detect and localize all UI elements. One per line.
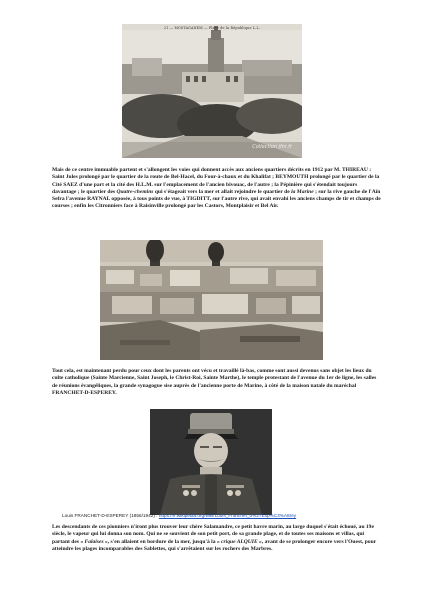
paragraph-quartiers-text-c: ; sur la rive gauche de l'Aïn Sefra l'avenue RAYNAL opposée, à tous points de vue, à TIGDITT, sur l'autre rive, qui avait envahi les anciens champs de tir et champs de courses ; enfin les Citronniers face à Raisinville prolongé par les Castors, Montplaisir et Bel Air. [52,188,381,210]
postcard-photo [122,24,302,158]
portrait-image [150,409,272,515]
paragraph-lieux-culte: Tout cela, est maintenant perdu pour ceux dont les parents ont vécu et travaillé là-bas, comme sont aussi devenus sans objet les lieux du culte catholique (Sainte Marcienne, Saint Joseph, le Christ-Roi, Sainte Marthe), le temple protestant de l'avenue du 1er de ligne, les salles de réunions évangéliques, la grande synagogue sise auprès de l'ancienne porte de Marine, à côté de la maison natale du maréchal FRANCHET-D-ESPEREY. [52,368,377,396]
paragraph-salamandre-text-a: Les descendants de ces pionniers n'iront plus trouver leur chère Salamandre, ce petit havre marin, au large duquel s'était échoué, au 19e siècle, le vapeur qui lui donna son nom. Qui ne se souvient de son petit port, de sa grande plage, et de toutes ses maisons et villas, qui partant des « [52,524,374,545]
paragraph-salamandre-italic-1: Falaises [84,538,104,545]
paragraph-salamandre-text-c: », avant de se prolonger encore vers l'Ouest, pour atteindre les plages incomparables des Sablettes, qui s'arrêtaient sur les rochers des Marbres. [52,538,377,552]
paragraph-salamandre-italic-2: crique ALQUIE [221,538,258,545]
postcard-image [122,24,302,158]
paragraph-salamandre [52,524,382,553]
paragraph-quartiers-text-a: Mais de ce centre immuable partent et s'allongent les voies qui donnent accès aux anciens quartiers décrits en 1912 par M. THIREAU : Saint Jules prolongé par le quartier de la route de Bel-Hacel, du Four-à-chaux et du Khalifat ; BEYMOUTH prolongé par le quartier de la Cité SAEZ d'une part et la cité des H.L.M. sur l'emplacement de l'ancien bivouac, de l'autre ; la Pépinière qui s'étendait toujours davantage ; le quartier des [52,167,380,195]
portrait-photo [150,409,272,515]
portrait-caption-text: Louis FRANCHET-D-ESPEREY (1856/1942) : [62,513,159,518]
portrait-caption [62,513,382,518]
wikipedia-link[interactable]: https://fr.wikipedia.org/wiki/Louis_Franchet_d%27Esp%C3%A8rey [158,513,297,518]
paragraph-quartiers-text-b: qui s'étageait vers la mer et allait rejoindre le quartier de [153,188,292,195]
paragraph-salamandre-text-b: », s'en allaient en bordure de la mer, jusqu'à la « [103,538,222,545]
postcard-watermark: Collection jfm.fr [252,144,292,150]
rooftops-image [100,240,323,360]
paragraph-quartiers-italic-2: la Marine [291,188,314,195]
postcard-caption: 21 — MOSTAGANEM — Place de la République L.L. [163,26,261,30]
paragraph-quartiers [52,167,382,211]
rooftops-photo [100,240,323,360]
paragraph-quartiers-italic-1: Quatre-chemins [116,188,154,195]
